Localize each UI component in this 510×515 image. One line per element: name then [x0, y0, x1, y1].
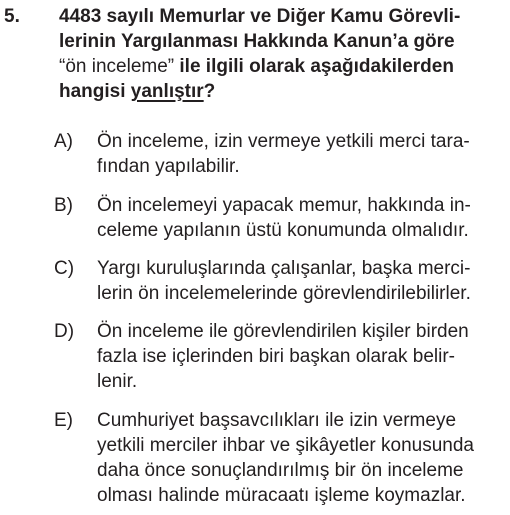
question-stem	[59, 4, 507, 104]
stem-line: 4483 sayılı Memurlar ve Diğer Kamu Görevli-	[59, 6, 461, 27]
option-text	[97, 193, 507, 243]
stem-quoted-term: “ön inceleme”	[59, 56, 175, 77]
option-line: daha önce sonuçlandırılmış bir ön inceleme	[97, 460, 464, 481]
question-number: 5.	[4, 6, 20, 27]
option-line: Ön inceleme, izin vermeye yetkili merci tara-	[97, 131, 470, 152]
option-line: fazla ise içlerinden biri başkan olarak belir-	[97, 346, 456, 367]
option-line: olması halinde müracaatı işleme koymazlar.	[97, 485, 466, 506]
option-text	[97, 129, 507, 179]
option-label: A)	[54, 131, 73, 152]
stem-text: hangisi	[59, 81, 131, 102]
option-line: celeme yapılanın üstü konumunda olmalıdır.	[97, 220, 469, 241]
option-text	[97, 319, 507, 394]
option-line: lerin ön incelemelerinde görevlendirilebilirler.	[97, 283, 471, 304]
stem-underlined-word: yanlıştır	[130, 81, 204, 102]
option-line: yetkili merciler ihbar ve şikâyetler konusunda	[97, 435, 474, 456]
option-line: lenir.	[97, 371, 138, 392]
stem-line: lerinin Yargılanması Hakkında Kanun’a göre	[59, 31, 455, 52]
option-label: C)	[54, 258, 75, 279]
option-line: Cumhuriyet başsavcılıkları ile izin vermeye	[97, 410, 457, 431]
option-label: E)	[54, 410, 73, 431]
option-line: Ön incelemeyi yapacak memur, hakkında in-	[97, 195, 471, 216]
stem-line	[59, 79, 507, 104]
option-text	[97, 256, 507, 306]
option-text	[97, 408, 507, 508]
option-line: fından yapılabilir.	[97, 156, 240, 177]
stem-line	[59, 54, 507, 79]
option-label: D)	[54, 321, 75, 342]
option-line: Ön inceleme ile görevlendirilen kişiler birden	[97, 321, 469, 342]
option-label: B)	[54, 195, 73, 216]
option-line: Yargı kuruluşlarında çalışanlar, başka merci-	[97, 258, 471, 279]
stem-text: ile ilgili olarak aşağıdakilerden	[174, 56, 454, 77]
stem-text: ?	[203, 81, 216, 102]
